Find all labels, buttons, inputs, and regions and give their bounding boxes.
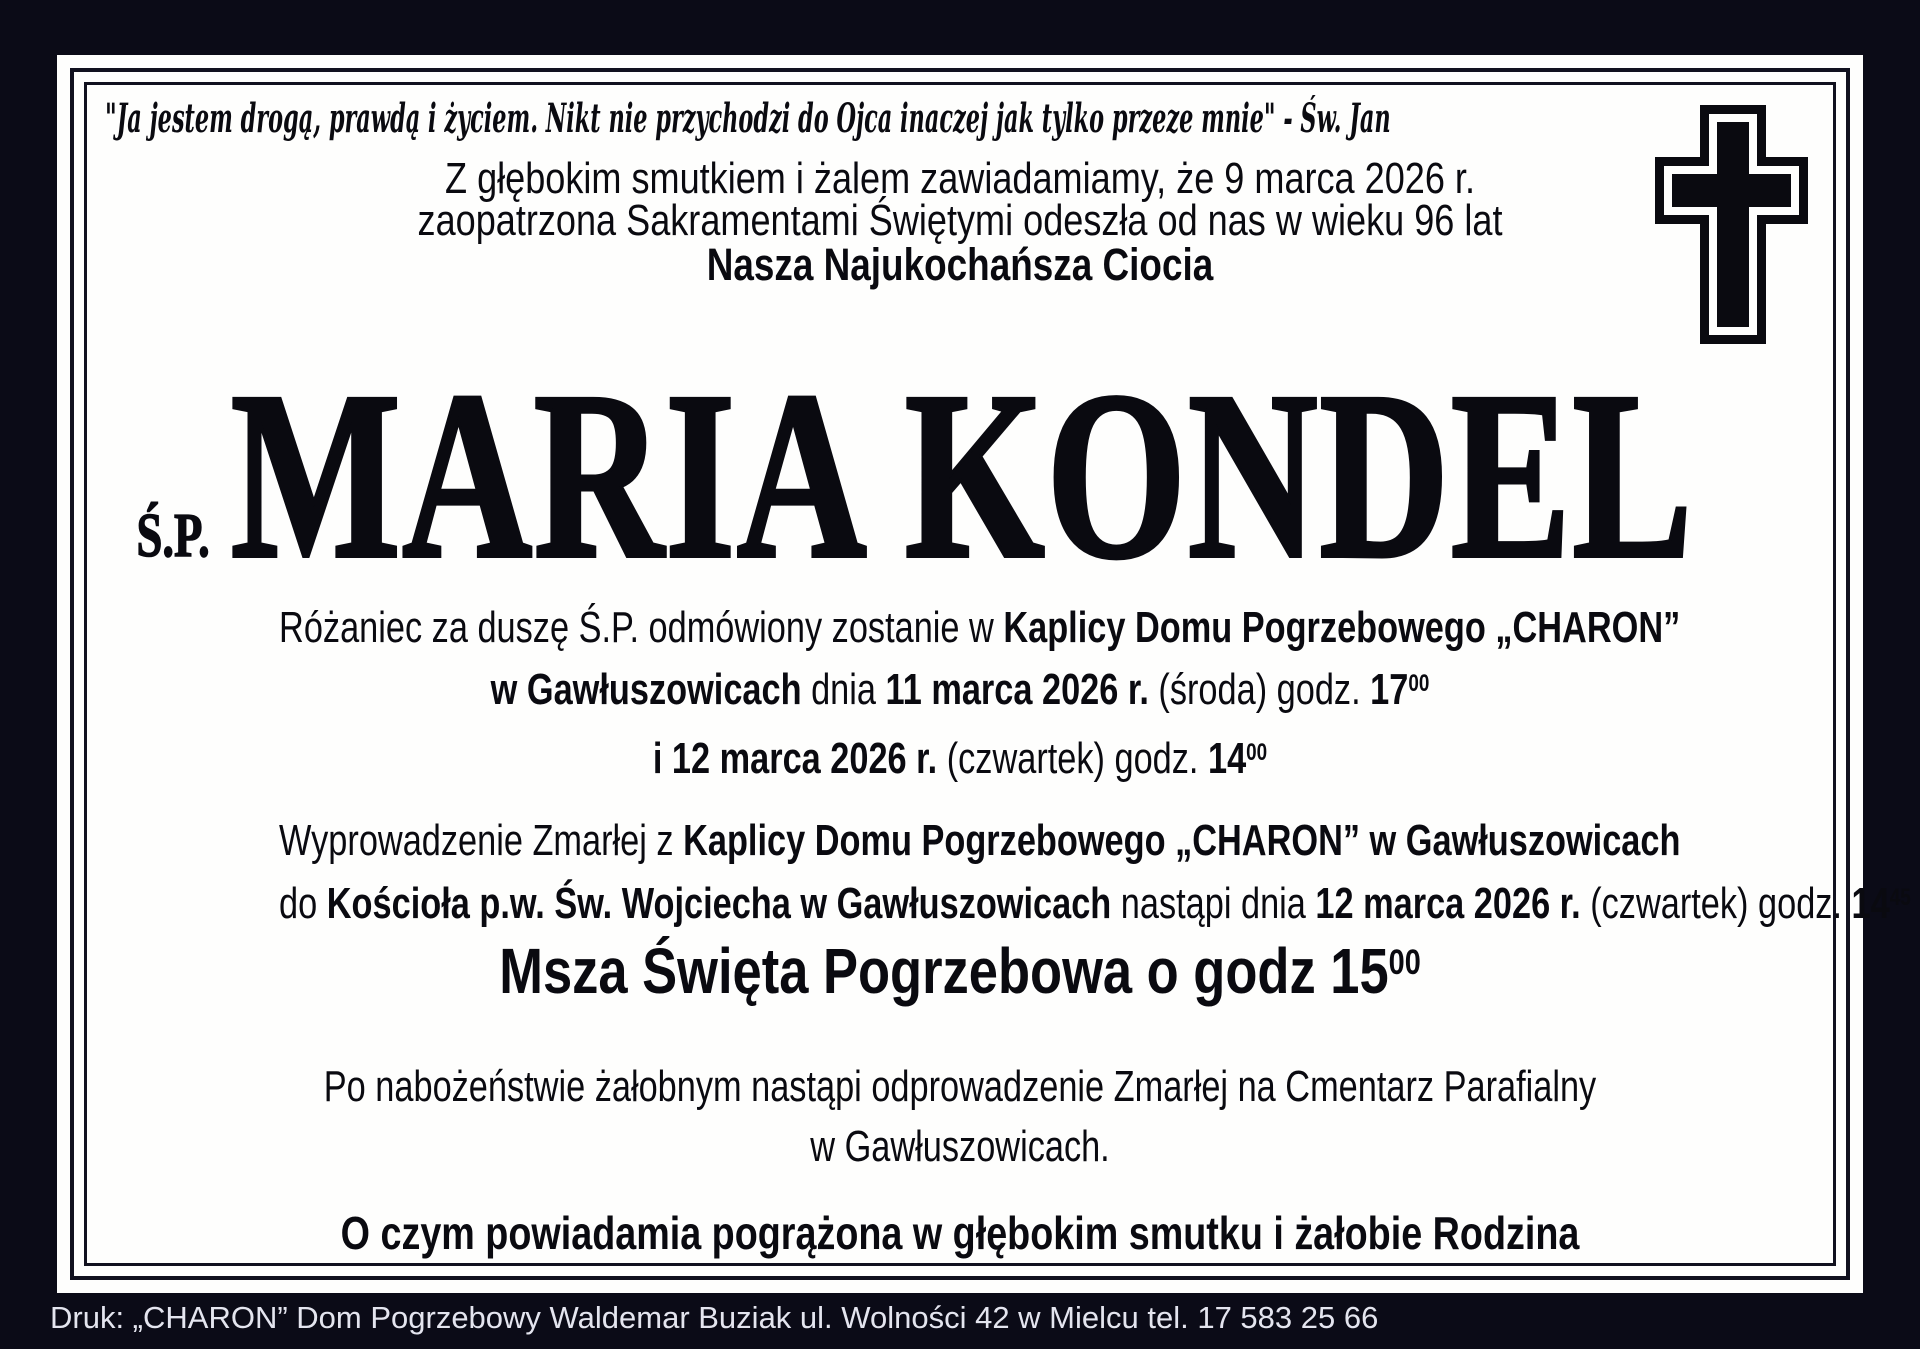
mass-text: Msza Święta Pogrzebowa o godz 15 [499, 935, 1389, 1007]
card-frame-inner-line [84, 82, 1911, 1266]
procession-l2-time-sup: 45 [1889, 883, 1911, 911]
announcement-card [57, 55, 1911, 1293]
deceased-name: MARIA KONDEL [230, 342, 1694, 608]
rosary-l2-place: w Gawłuszowicach [490, 665, 802, 714]
procession-l2-do: do [279, 879, 327, 928]
closing-family-line: O czym powiadamia pogrążona w głębokim smutku i żałobie Rodzina [340, 1207, 1580, 1259]
announcement-intro-line2: zaopatrzona Sakramentami Świętymi odeszła od nas w wieku 96 lat [417, 196, 1503, 245]
mass-time-sup: 00 [1388, 942, 1421, 982]
rosary-l3-time: 14 [1207, 734, 1247, 783]
scripture-quote: "Ja jestem drogą, prawdą i życiem. Nikt nie przychodzi do Ojca inaczej jak tylko przeze mnie" - Św. Jan [105, 95, 1391, 142]
print-shop-credit: Druk: „CHARON” Dom Pogrzebowy Waldemar Buziak ul. Wolności 42 w Mielcu tel. 17 583 25 66 [50, 1300, 1379, 1335]
rosary-l1-bold: Kaplicy Domu Pogrzebowego „CHARON” [1003, 603, 1681, 652]
sp-prefix: Ś.P. [136, 502, 210, 570]
rosary-l2-dnia: dnia [801, 665, 886, 714]
procession-l1-regular: Wyprowadzenie Zmarłej z [279, 816, 684, 865]
relation-title: Nasza Najukochańsza Ciocia [706, 239, 1214, 290]
deceased-name-row [87, 342, 1833, 608]
rosary-details [279, 597, 1681, 797]
rosary-l3-date: i 12 marca 2026 r. [652, 734, 938, 783]
procession-l2-godz: (czwartek) godz. [1580, 879, 1852, 928]
burial-line1: Po nabożeństwie żałobnym nastąpi odprowadzenie Zmarłej na Cmentarz Parafialny [323, 1062, 1597, 1111]
rosary-l2-godz: (środa) godz. [1148, 665, 1371, 714]
rosary-l1-regular: Różaniec za duszę Ś.P. odmówiony zostanie w [279, 603, 1004, 652]
burial-details [279, 1057, 1641, 1177]
rosary-l2-date: 11 marca 2026 r. [885, 665, 1149, 714]
rosary-l3-time-sup: 00 [1246, 738, 1268, 766]
procession-l2-time: 14 [1851, 879, 1890, 928]
card-frame-outer-line [70, 68, 1911, 1280]
procession-l2-nastapi: nastąpi dnia [1111, 879, 1316, 928]
procession-details [279, 809, 1911, 942]
latin-cross-icon [1655, 105, 1808, 344]
procession-l2-church: Kościoła p.w. Św. Wojciecha w Gawłuszowicach [326, 879, 1112, 928]
burial-line2: w Gawłuszowicach. [810, 1122, 1110, 1171]
procession-l2-date: 12 marca 2026 r. [1315, 879, 1581, 928]
procession-l1-bold: Kaplicy Domu Pogrzebowego „CHARON” w Gawłuszowicach [683, 816, 1681, 865]
announcement-intro-line1: Z głębokim smutkiem i żalem zawiadamiamy, że 9 marca 2026 r. [445, 154, 1475, 203]
rosary-l2-time: 17 [1370, 665, 1409, 714]
deceased-name-inner [136, 342, 1694, 608]
rosary-l2-time-sup: 00 [1408, 669, 1430, 697]
rosary-l3-godz: (czwartek) godz. [937, 734, 1208, 783]
funeral-mass-line [244, 935, 1676, 1018]
